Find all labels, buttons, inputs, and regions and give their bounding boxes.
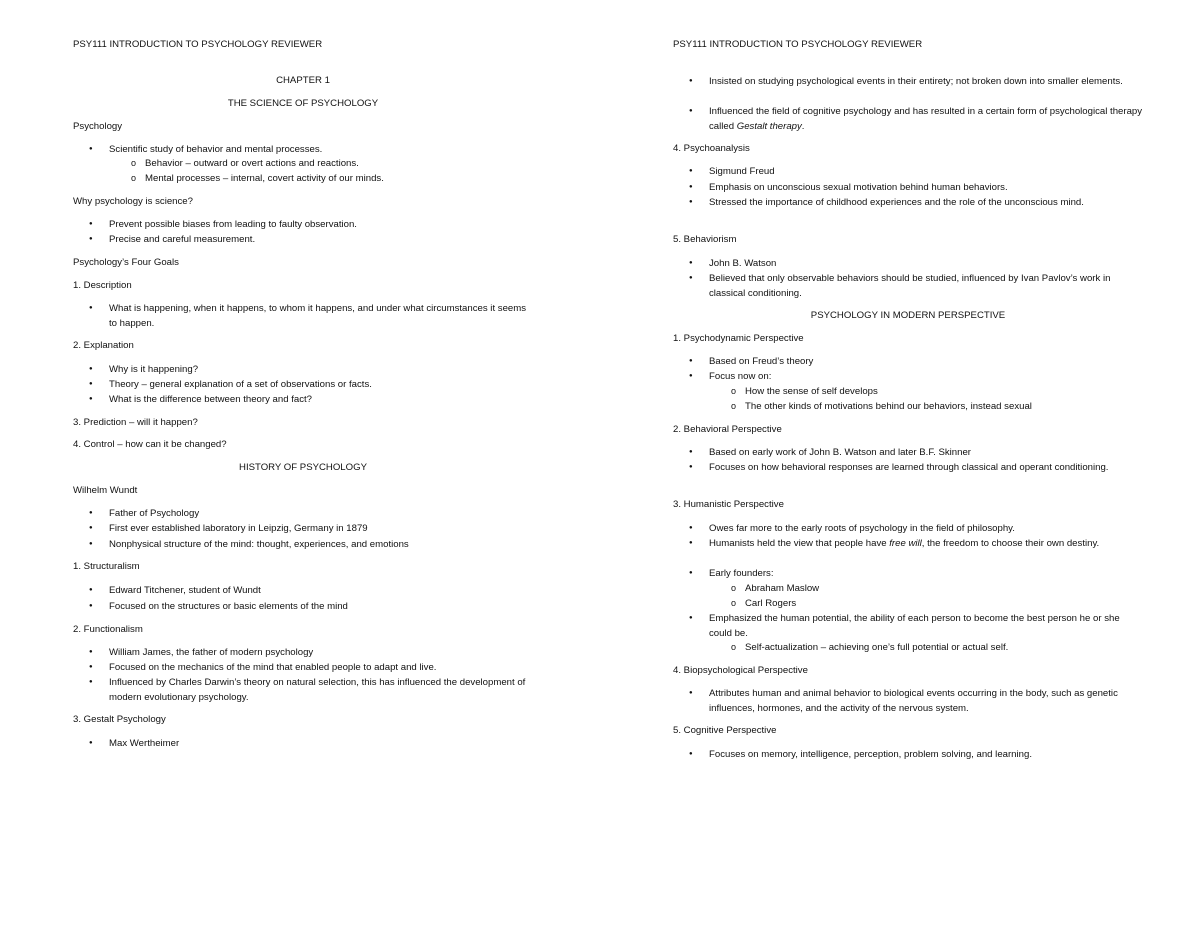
bullet-item: ● Prevent possible biases from leading to faulty observation. bbox=[73, 217, 533, 232]
bullet-item: ● Scientific study of behavior and mental processes. bbox=[73, 142, 533, 157]
bullet-item: ● Believed that only observable behaviors should be studied, influenced by Ivan Pavlov’s work in classical conditioning. bbox=[673, 271, 1143, 301]
page-header: PSY111 INTRODUCTION TO PSYCHOLOGY REVIEWER bbox=[673, 39, 923, 50]
paragraph: Why psychology is science? bbox=[73, 196, 193, 207]
paragraph: 1. Psychodynamic Perspective bbox=[673, 333, 804, 344]
bullet-item: ● Influenced by Charles Darwin’s theory on natural selection, this has influenced the development of modern evolutionary psychology. bbox=[73, 675, 533, 705]
bullet-item: ● Focuses on how behavioral responses are learned through classical and operant conditioning. bbox=[673, 460, 1143, 475]
section-heading: THE SCIENCE OF PSYCHOLOGY bbox=[227, 98, 379, 109]
bullet-item: ● First ever established laboratory in Leipzig, Germany in 1879 bbox=[73, 521, 533, 536]
sub-bullet-item: o How the sense of self develops bbox=[673, 384, 1143, 399]
bullet-item: ● Based on Freud’s theory bbox=[673, 354, 1143, 369]
paragraph: 2. Functionalism bbox=[73, 624, 143, 635]
bullet-item: ● Emphasized the human potential, the ability of each person to become the best person he or she could be. bbox=[673, 611, 1143, 641]
paragraph: 4. Psychoanalysis bbox=[673, 143, 750, 154]
paragraph: 3. Gestalt Psychology bbox=[73, 714, 166, 725]
bullet-item: ● Edward Titchener, student of Wundt bbox=[73, 583, 533, 598]
paragraph: 3. Prediction – will it happen? bbox=[73, 417, 198, 428]
sub-bullet-item: o The other kinds of motivations behind our behaviors, instead sexual bbox=[673, 399, 1143, 414]
paragraph: 1. Structuralism bbox=[73, 561, 140, 572]
paragraph: 2. Behavioral Perspective bbox=[673, 424, 782, 435]
bullet-item: ● Father of Psychology bbox=[73, 506, 533, 521]
bullet-item: ● Focused on the structures or basic elements of the mind bbox=[73, 599, 533, 614]
sub-bullet-item: o Carl Rogers bbox=[673, 596, 1143, 611]
page-header: PSY111 INTRODUCTION TO PSYCHOLOGY REVIEWER bbox=[73, 39, 323, 50]
bullet-item: ● Humanists held the view that people have free will, the freedom to choose their own destiny. bbox=[673, 536, 1143, 551]
paragraph: Wilhelm Wundt bbox=[73, 485, 138, 496]
paragraph: Psychology bbox=[73, 121, 123, 132]
emphasis: Gestalt therapy bbox=[736, 121, 802, 132]
bullet-item: ● Emphasis on unconscious sexual motivation behind human behaviors. bbox=[673, 180, 1143, 195]
bullet-item: ● Owes far more to the early roots of psychology in the field of philosophy. bbox=[673, 521, 1143, 536]
section-heading: HISTORY OF PSYCHOLOGY bbox=[239, 462, 367, 473]
bullet-item: ● Focuses on memory, intelligence, perception, problem solving, and learning. bbox=[673, 747, 1143, 762]
bullet-item: ● William James, the father of modern psychology bbox=[73, 645, 533, 660]
paragraph: 5. Cognitive Perspective bbox=[673, 725, 777, 736]
sub-bullet-item: o Behavior – outward or overt actions and reactions. bbox=[73, 156, 533, 171]
section-heading: PSYCHOLOGY IN MODERN PERSPECTIVE bbox=[810, 310, 1006, 321]
bullet-item: ● What is happening, when it happens, to whom it happens, and under what circumstances it seems to happen. bbox=[73, 301, 533, 331]
sub-bullet-item: o Self-actualization – achieving one’s full potential or actual self. bbox=[673, 640, 1143, 655]
bullet-item: ● Influenced the field of cognitive psychology and has resulted in a certain form of psychological therapy called Gestalt therapy. bbox=[673, 104, 1143, 134]
bullet-item: ● Max Wertheimer bbox=[73, 736, 533, 751]
bullet-item: ● Early founders: bbox=[673, 566, 1143, 581]
bullet-item: ● Attributes human and animal behavior to biological events occurring in the body, such as genetic influences, hormones, and the activity of the nervous system. bbox=[673, 686, 1143, 716]
paragraph: 4. Control – how can it be changed? bbox=[73, 439, 227, 450]
bullet-item: ● Insisted on studying psychological events in their entirety; not broken down into smaller elements. bbox=[673, 74, 1143, 89]
bullet-item: ● Precise and careful measurement. bbox=[73, 232, 533, 247]
bullet-item: ● Focus now on: bbox=[673, 369, 1143, 384]
bullet-item: ● Theory – general explanation of a set of observations or facts. bbox=[73, 377, 533, 392]
bullet-item: ● Focused on the mechanics of the mind that enabled people to adapt and live. bbox=[73, 660, 533, 675]
bullet-item: ● Based on early work of John B. Watson and later B.F. Skinner bbox=[673, 445, 1143, 460]
bullet-item: ● Stressed the importance of childhood experiences and the role of the unconscious mind. bbox=[673, 195, 1143, 210]
sub-bullet-item: o Mental processes – internal, covert activity of our minds. bbox=[73, 171, 533, 186]
section-heading: CHAPTER 1 bbox=[276, 75, 330, 86]
paragraph: 2. Explanation bbox=[73, 340, 134, 351]
bullet-item: ● Sigmund Freud bbox=[673, 164, 1143, 179]
paragraph: 5. Behaviorism bbox=[673, 234, 737, 245]
bullet-item: ● What is the difference between theory and fact? bbox=[73, 392, 533, 407]
paragraph: 4. Biopsychological Perspective bbox=[673, 665, 808, 676]
bullet-item: ● Nonphysical structure of the mind: thought, experiences, and emotions bbox=[73, 537, 533, 552]
paragraph: 1. Description bbox=[73, 280, 132, 291]
emphasis: free will bbox=[889, 538, 922, 549]
paragraph: Psychology’s Four Goals bbox=[73, 257, 179, 268]
paragraph: 3. Humanistic Perspective bbox=[673, 499, 784, 510]
bullet-item: ● Why is it happening? bbox=[73, 362, 533, 377]
sub-bullet-item: o Abraham Maslow bbox=[673, 581, 1143, 596]
bullet-item: ● John B. Watson bbox=[673, 256, 1143, 271]
